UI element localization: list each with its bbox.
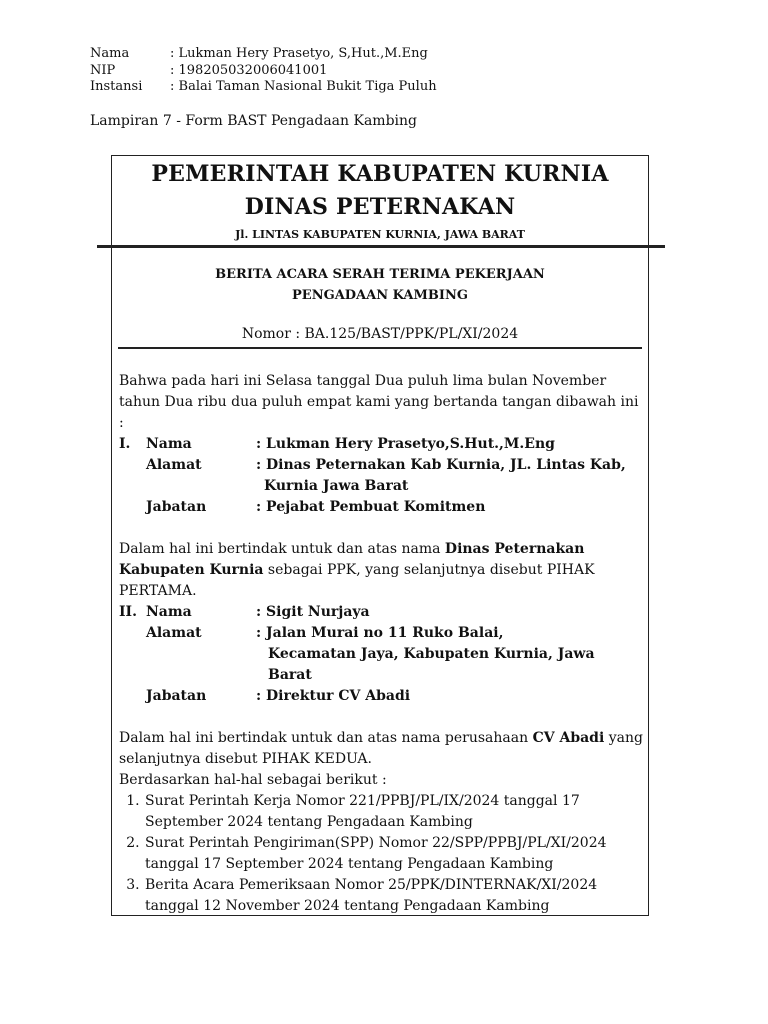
document-title-line2: PENGADAAN KAMBING (292, 288, 468, 303)
party2-address-row (119, 623, 647, 686)
party1-position-label: Jabatan (146, 499, 207, 515)
party2-role-paragraph: Dalam hal ini bertindak untuk dan atas nama perusahaan CV Abadi yang selanjutnya disebut PIHAK KEDUA. (119, 730, 643, 767)
party2-name-label: Nama (146, 604, 192, 620)
identity-row (90, 46, 437, 63)
party2-position-value: : Direktur CV Abadi (256, 688, 411, 704)
party1-name-row (119, 434, 647, 455)
identity-key: NIP (90, 62, 116, 78)
identity-key: Instansi (90, 79, 143, 94)
party1-address-value: : Dinas Peternakan Kab Kurnia, JL. Lintas Kab, Kurnia Jawa Barat (256, 457, 626, 494)
basis-list (119, 791, 647, 917)
title-divider (118, 347, 642, 349)
party1-position-value: : Pejabat Pembuat Komitmen (256, 499, 486, 515)
identity-value: : 198205032006041001 (170, 62, 328, 78)
letterhead-address: Jl. LINTAS KABUPATEN KURNIA, JAWA BARAT (235, 228, 525, 241)
identity-value: : Lukman Hery Prasetyo, S,Hut.,M.Eng (170, 46, 428, 61)
party2-position-label: Jabatan (146, 688, 207, 704)
basis-heading: Berdasarkan hal-hal sebagai berikut : (119, 772, 387, 788)
party2-address-value: : Jalan Murai no 11 Ruko Balai, Kecamatan Jaya, Kabupaten Kurnia, Jawa Barat (256, 625, 595, 683)
document-title (112, 264, 648, 306)
letterhead-line1: PEMERINTAH KABUPATEN KURNIA (151, 161, 609, 187)
party2-number: II. (119, 604, 137, 620)
attachment-label: Lampiran 7 - Form BAST Pengadaan Kambing (90, 113, 417, 129)
identity-value: : Balai Taman Nasional Bukit Tiga Puluh (170, 79, 437, 94)
party1-name-label: Nama (146, 436, 192, 452)
letterhead-divider (97, 245, 665, 248)
party2-name-row (119, 602, 647, 623)
identity-block (90, 46, 437, 96)
party1-number: I. (119, 436, 131, 452)
document-number: Nomor : BA.125/BAST/PPK/PL/XI/2024 (241, 326, 519, 342)
party2-address-label: Alamat (146, 625, 202, 641)
document-body (119, 371, 647, 917)
party1-name-value: : Lukman Hery Prasetyo,S.Hut.,M.Eng (256, 436, 555, 452)
list-item: 2. Surat Perintah Pengiriman(SPP) Nomor 22/SPP/PPBJ/PL/XI/2024 tanggal 17 September 2024 tentang Pengadaan Kambing (144, 833, 647, 875)
identity-key: Nama (90, 46, 130, 61)
list-item: 1. Surat Perintah Kerja Nomor 221/PPBJ/PL/IX/2024 tanggal 17 September 2024 tentang Pengadaan Kambing (144, 791, 647, 833)
identity-row (90, 63, 437, 80)
party1-position-row (119, 497, 647, 518)
party2-name-value: : Sigit Nurjaya (256, 604, 370, 620)
document-title-line1: BERITA ACARA SERAH TERIMA PEKERJAAN (215, 267, 545, 282)
letterhead-line2: DINAS PETERNAKAN (244, 194, 516, 220)
intro-paragraph: Bahwa pada hari ini Selasa tanggal Dua puluh lima bulan November tahun Dua ribu dua puluh empat kami yang bertanda tangan dibawah ini : (119, 373, 639, 431)
identity-row (90, 79, 437, 96)
party2-position-row (119, 686, 647, 707)
document-frame (111, 155, 649, 916)
party1-address-row (119, 455, 647, 497)
party1-role-paragraph: Dalam hal ini bertindak untuk dan atas nama Dinas Peternakan Kabupaten Kurnia sebagai PPK, yang selanjutnya disebut PIHAK PERTAMA. (119, 541, 595, 599)
party1-address-label: Alamat (146, 457, 202, 473)
list-item: 3. Berita Acara Pemeriksaan Nomor 25/PPK/DINTERNAK/XI/2024 tanggal 12 November 2024 tentang Pengadaan Kambing (144, 875, 647, 917)
